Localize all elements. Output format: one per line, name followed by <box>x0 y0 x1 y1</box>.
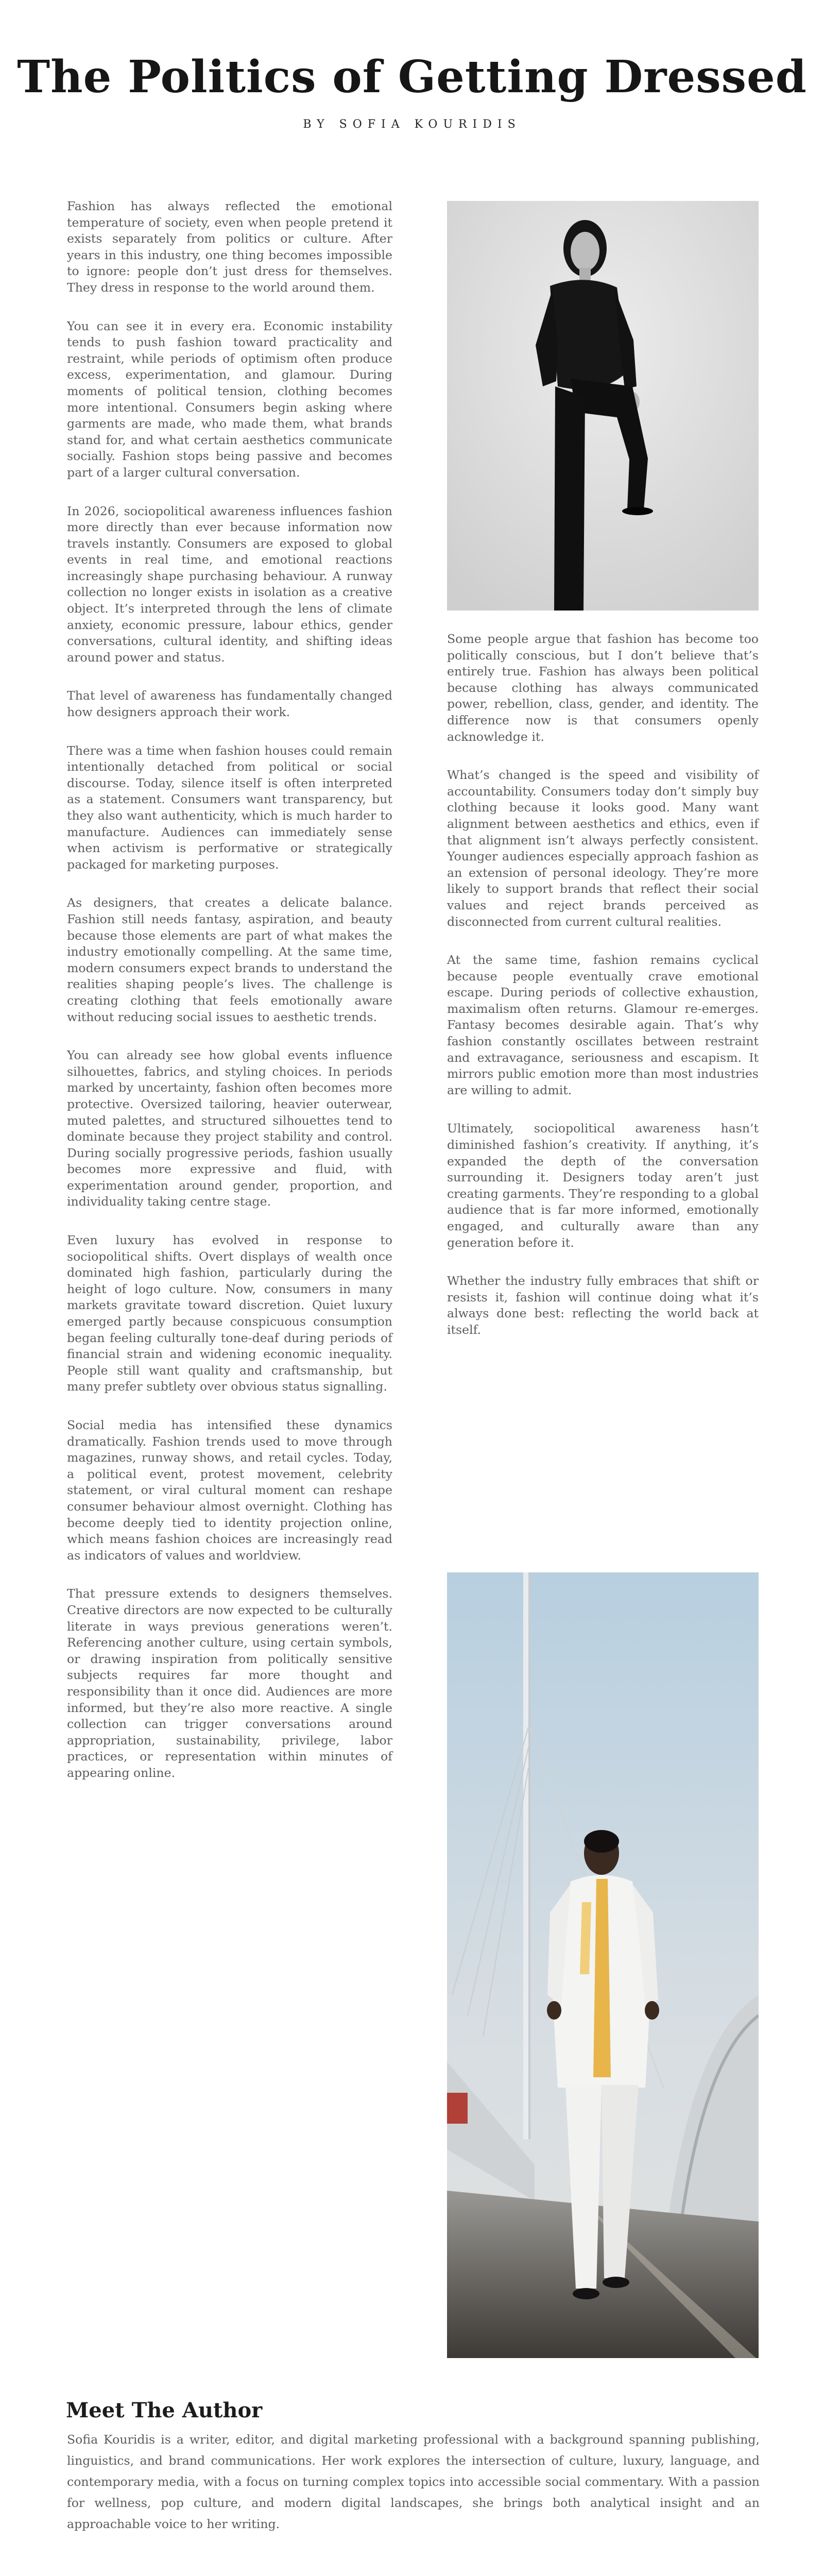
paragraph: Some people argue that fashion has become too politically conscious, but I don’t believe that’s entirely true. Fashion has always been political because clothing has always communicated power, rebellion, class, gender, and identity. The difference now is that consumers openly acknowledge it. <box>447 632 759 744</box>
article-title: The Politics of Getting Dressed <box>17 51 807 103</box>
man-in-white-outfit-image <box>447 1572 759 2358</box>
paragraph: Social media has intensified these dynamics dramatically. Fashion trends used to move through magazines, runway shows, and retail cycles. Today, a political event, protest movement, celebrity statement, or viral cultural moment can reshape consumer behaviour almost overnight. Clothing has become deeply tied to identity projection online, which means fashion choices are increasingly read as indicators of values and worldview. <box>67 1418 392 1563</box>
paragraph: Whether the industry fully embraces that shift or resists it, fashion will continue doing what it’s always done best: reflecting the world back at itself. <box>447 1274 759 1337</box>
paragraph: You can see it in every era. Economic instability tends to push fashion toward practicality and restraint, while periods of optimism often produce excess, experimentation, and glamour. During moments of political tension, clothing becomes more intentional. Consumers begin asking where garments are made, who made them, what brands stand for, and what certain aesthetics communicate socially. Fashion stops being passive and becomes part of a larger cultural conversation. <box>67 318 392 480</box>
author-heading: Meet The Author <box>66 2398 263 2422</box>
paragraph: That level of awareness has fundamentally changed how designers approach their work. <box>67 688 392 720</box>
man-on-bridge-photo <box>447 1572 759 2358</box>
paragraph: There was a time when fashion houses could remain intentionally detached from political or social discourse. Today, silence itself is often interpreted as a statement. Consumers want transparency, but they also want authenticity, which is much harder to manufacture. Audiences can immediately sense when activism is performative or strategically packaged for marketing purposes. <box>67 743 392 872</box>
paragraph: Ultimately, sociopolitical awareness hasn’t diminished fashion’s creativity. If anything, it’s expanded the depth of the conversation surrounding it. Designers today aren’t just creating garments. They’re responding to a global audience that is far more informed, emotionally engaged, and culturally aware than any generation before it. <box>447 1121 759 1250</box>
article-byline: BY SOFIA KOURIDIS <box>303 118 521 131</box>
paragraph: Even luxury has evolved in response to sociopolitical shifts. Overt displays of wealth once dominated high fashion, particularly during the height of logo culture. Now, consumers in many markets gravitate toward discretion. Quiet luxury emerged partly because conspicuous consumption began feeling culturally tone-deaf during periods of financial strain and widening economic inequality. People still want quality and craftsmanship, but many prefer subtlety over obvious status signalling. <box>67 1233 392 1394</box>
paragraph: At the same time, fashion remains cyclical because people eventually crave emotional escape. During periods of collective exhaustion, maximalism often returns. Glamour re-emerges. Fantasy becomes desirable again. That’s why fashion constantly oscillates between restraint and extravagance, seriousness and escapism. It mirrors public emotion more than most industries are willing to admit. <box>447 953 759 1097</box>
paragraph: As designers, that creates a delicate balance. Fashion still needs fantasy, aspiration, and beauty because those elements are part of what makes the industry emotionally compelling. At the same time, modern consumers expect brands to understand the realities shaping people’s lives. The challenge is creating clothing that feels emotionally aware without reducing social issues to aesthetic trends. <box>67 895 392 1024</box>
author-bio: Sofia Kouridis is a writer, editor, and digital marketing professional with a background spanning publishing, linguistics, and brand communications. Her work explores the intersection of culture, luxury, language, and contemporary media, with a focus on turning complex topics into accessible social commentary. With a passion for wellness, pop culture, and modern digital landscapes, she brings both analytical insight and an approachable voice to her writing. <box>67 2432 760 2531</box>
paragraph: That pressure extends to designers themselves. Creative directors are now expected to be culturally literate in ways previous generations weren’t. Referencing another culture, using certain symbols, or drawing inspiration from politically sensitive subjects requires far more thought and responsibility than it once did. Audiences are more informed, but they’re also more reactive. A single collection can trigger conversations around appropriation, sustainability, privilege, labor practices, or representation within minutes of appearing online. <box>67 1586 392 1780</box>
left-column <box>67 198 392 1803</box>
right-column <box>447 631 759 1361</box>
paragraph: You can already see how global events influence silhouettes, fabrics, and styling choices. In periods marked by uncertainty, fashion often becomes more protective. Oversized tailoring, heavier outerwear, muted palettes, and structured silhouettes tend to dominate because they project stability and control. During socially progressive periods, fashion usually becomes more expressive and fluid, with experimentation around gender, proportion, and individuality taking centre stage. <box>67 1048 392 1209</box>
paragraph: In 2026, sociopolitical awareness influences fashion more directly than ever because information now travels instantly. Consumers are exposed to global events in real time, and emotional reactions increasingly shape purchasing behaviour. A runway collection no longer exists in isolation as a creative object. It’s interpreted through the lens of climate anxiety, economic pressure, labour ethics, gender conversations, cultural identity, and shifting ideas around power and status. <box>67 503 392 665</box>
paragraph: Fashion has always reflected the emotional temperature of society, even when people pretend it exists separately from politics or culture. After years in this industry, one thing becomes impossible to ignore: people don’t just dress for themselves. They dress in response to the world around them. <box>67 199 392 295</box>
paragraph: What’s changed is the speed and visibility of accountability. Consumers today don’t simply buy clothing because it looks good. Many want alignment between aesthetics and ethics, even if that alignment isn’t always perfectly consistent. Younger audiences especially approach fashion as an extension of personal ideology. They’re more likely to support brands that reflect their social values and reject brands perceived as disconnected from current cultural realities. <box>447 768 759 929</box>
woman-in-black-suit-image <box>447 201 759 611</box>
author-portrait-photo <box>447 201 759 611</box>
